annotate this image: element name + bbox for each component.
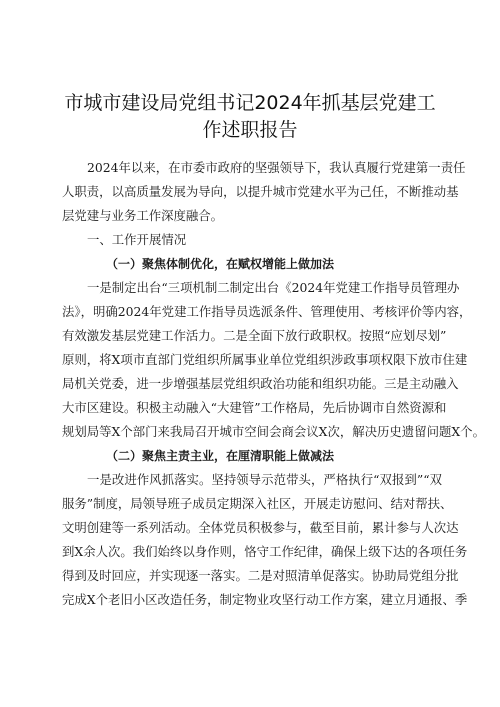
text-line: 规划局等X个部门来我局召开城市空间会商会议X次，解决历史遗留问题X个。 xyxy=(62,424,485,439)
text-line: 2024年以来，在市委市政府的坚强领导下，我认真履行党建第一责任 xyxy=(87,160,466,175)
text-line: 原则，将X项市直部门党组织所属事业单位党组织涉政事项权限下放市住建 xyxy=(62,352,468,367)
text-line: 完成X个老旧小区改造任务，制定物业攻坚行动工作方案，建立月通报、季 xyxy=(62,592,468,607)
text-line: 层党建与业务工作深度融合。 xyxy=(62,208,224,223)
text-line: 到X余人次。我们始终以身作则，恪守工作纪律，确保上级下达的各项任务 xyxy=(62,544,468,559)
text-line: 大市区建设。积极主动融入“大建管”工作格局，先后协调市自然资源和 xyxy=(62,400,447,415)
document-title xyxy=(60,90,440,144)
subsection-heading: （二）聚焦主责主业，在厘清职能上做减法 xyxy=(106,449,335,463)
text-line: 一是制定出台“三项机制二制定出台《2024年党建工作指导员管理办 xyxy=(87,280,460,295)
text-line: 法》，明确2024年党建工作指导员选派条件、管理使用、考核评价等内容， xyxy=(62,304,472,319)
section-heading: 一、工作开展情况 xyxy=(87,232,187,247)
title-line: 市城市建设局党组书记2024年抓基层党建工 xyxy=(64,92,436,114)
text-line: 得到及时回应，并实现逐一落实。二是对照清单促落实。协助局党组分批 xyxy=(62,568,459,583)
text-line: 有效激发基层党建工作活力。二是全面下放行政职权。按照“应划尽划” xyxy=(62,328,447,343)
intro-paragraph xyxy=(62,156,466,228)
text-line: 文明创建等一系列活动。全体党员积极参与，截至目前，累计参与人次达 xyxy=(62,520,459,535)
subsection-paragraph xyxy=(62,276,485,444)
text-line: 一是改进作风抓落实。坚持领导示范带头，严格执行“双报到”“双 xyxy=(87,472,442,487)
text-line: 局机关党委，进一步增强基层党组织政治功能和组织功能。三是主动融入 xyxy=(62,376,459,391)
text-line: 服务”制度，局领导班子成员定期深入社区，开展走访慰问、结对帮扶、 xyxy=(62,496,453,511)
text-line: 人职责，以高质量发展为导向，以提升城市党建水平为己任，不断推动基 xyxy=(62,184,459,199)
subsection-heading: （一）聚焦体制优化，在赋权增能上做加法 xyxy=(106,257,335,271)
document-body xyxy=(62,156,485,612)
subsection-paragraph xyxy=(62,468,468,612)
title-line: 作述职报告 xyxy=(202,119,298,141)
